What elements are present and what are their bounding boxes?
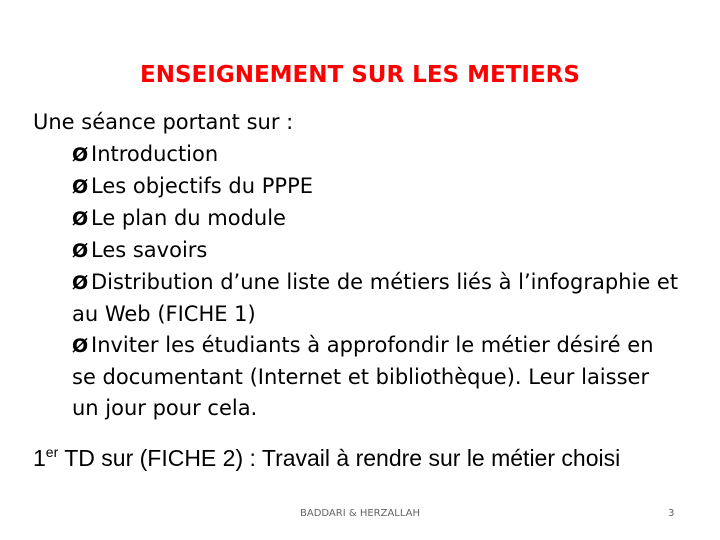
td-superscript: er [45, 444, 59, 460]
bullet-text: Les savoirs [91, 238, 208, 262]
bullet-text: Le plan du module [91, 206, 286, 230]
footer-authors: BADDARI & HERZALLAH [300, 508, 421, 519]
bullet-arrow-icon: Ø [72, 335, 89, 357]
slide-title: ENSEIGNEMENT SUR LES METIERS [140, 62, 580, 88]
bullet-arrow-icon: Ø [72, 176, 89, 198]
td-assignment-text [33, 443, 693, 474]
page-number: 3 [668, 508, 675, 519]
bullet-text: Inviter les étudiants à approfondir le métier désiré en se documentant (Internet et bibliothèque). Leur laisser un jour pour cela. [72, 333, 654, 420]
bullet-text: Les objectifs du PPPE [91, 174, 313, 198]
bullet-arrow-icon: Ø [72, 144, 89, 166]
bullet-item [72, 171, 682, 203]
bullet-item [72, 330, 682, 424]
bullet-item [72, 235, 682, 267]
bullet-item [72, 139, 682, 171]
bullet-item [72, 203, 682, 235]
bullet-arrow-icon: Ø [72, 272, 89, 294]
td-number: 1 [33, 445, 46, 471]
bullet-list [72, 139, 682, 424]
bullet-text: Introduction [91, 142, 219, 166]
intro-text: Une séance portant sur : [33, 110, 294, 134]
bullet-arrow-icon: Ø [72, 208, 89, 230]
bullet-item [72, 267, 682, 330]
bullet-arrow-icon: Ø [72, 240, 89, 262]
bullet-text: Distribution d’une liste de métiers liés à l’infographie et au Web (FICHE 1) [72, 270, 679, 326]
td-text: TD sur (FICHE 2) : Travail à rendre sur le métier choisi [58, 445, 621, 471]
